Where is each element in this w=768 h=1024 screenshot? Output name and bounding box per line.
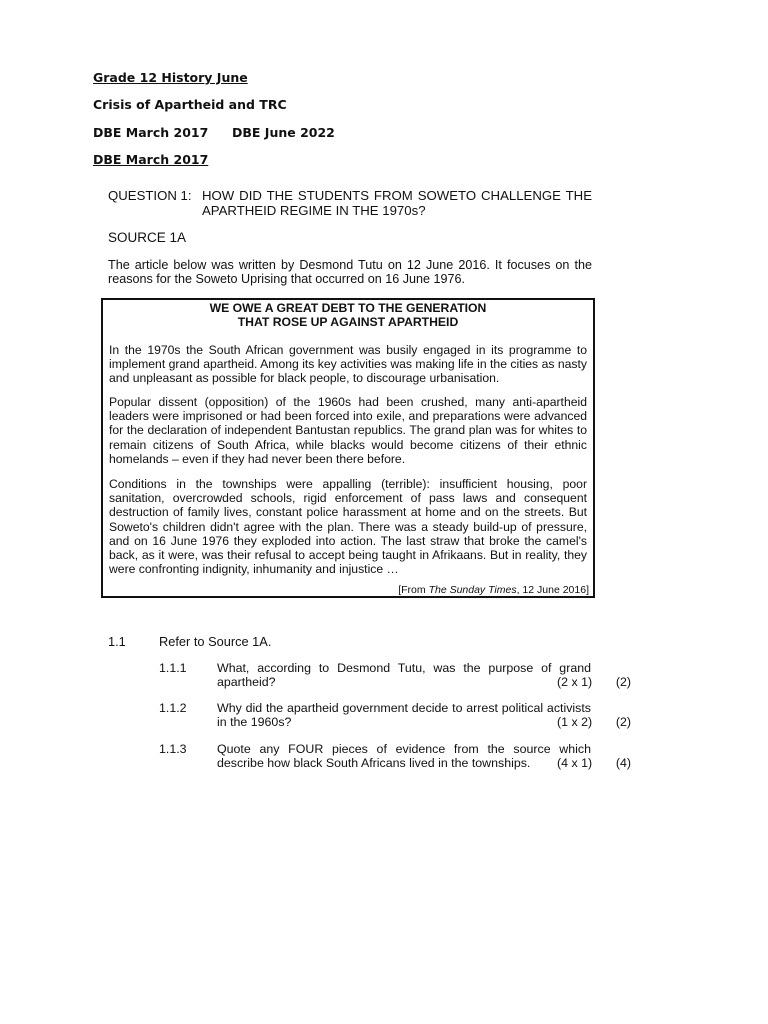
- mark-allocation: (4 x 1): [557, 756, 593, 770]
- paper-section-heading: DBE March 2017: [93, 152, 209, 167]
- source-box: [101, 298, 595, 598]
- source-paragraph-2: Popular dissent (opposition) of the 1960s had been crushed, many anti-apartheid leaders were imprisoned or had been forced into exile, and preparations were advanced for the declaration of independent Bantustan republics. The grand plan was for whites to remain citizens of South Africa, while blacks would become citizens of their ethnic homelands – even if they had never been there before.: [109, 395, 587, 466]
- source-paragraph-3: Conditions in the townships were appalling (terrible): insufficient housing, poor sanitation, overcrowded schools, rigid enforcement of pass laws and consequent destruction of family lives, constant police harassment at home and on the streets. But Soweto's children didn't agree with the plan. There was a steady build-up of pressure, and on 16 June 1976 they exploded into action. The last straw that broke the camel's back, as it were, was their refusal to accept being taught in Afrikaans. But in reality, they were confronting indignity, inhumanity and injustice …: [109, 477, 587, 577]
- subquestion-number: 1.1.3: [159, 742, 187, 756]
- source-label: SOURCE 1A: [108, 230, 187, 245]
- document-heading: Grade 12 History June: [93, 70, 248, 85]
- subquestion-text: Why did the apartheid government decide to arrest political activists in the 1960s?: [217, 701, 591, 729]
- subquestion-number: 1.1.2: [159, 701, 187, 715]
- marks: (2): [615, 675, 631, 689]
- paper-reference-left: DBE March 2017: [93, 125, 209, 140]
- subquestion-text: Quote any FOUR pieces of evidence from the source which describe how black South Africans lived in the townships.: [217, 742, 591, 770]
- source-paragraph-1: In the 1970s the South African government was busily engaged in its programme to implement grand apartheid. Among its key activities was making life in the cities as nasty and unpleasant as possible for black people, to discourage urbanisation.: [109, 343, 587, 386]
- subquestion-text: What, according to Desmond Tutu, was the purpose of grand apartheid?: [217, 661, 591, 689]
- marks: (2): [615, 715, 631, 729]
- mark-allocation: (2 x 1): [557, 675, 593, 689]
- subquestion-number: 1.1.1: [159, 661, 187, 675]
- source-box-title-line2: THAT ROSE UP AGAINST APARTHEID: [237, 315, 459, 329]
- citation-prefix: [From: [398, 584, 429, 596]
- paper-reference-right: DBE June 2022: [232, 125, 335, 140]
- topic-heading: Crisis of Apartheid and TRC: [93, 97, 287, 112]
- citation-title: The Sunday Times: [428, 584, 517, 596]
- question-title-line1: HOW DID THE STUDENTS FROM SOWETO CHALLENGE THE: [202, 188, 592, 203]
- question-number: QUESTION 1:: [108, 188, 192, 203]
- question-title-line2: APARTHEID REGIME IN THE 1970s?: [202, 203, 426, 218]
- section-number: 1.1: [108, 634, 126, 649]
- mark-allocation: (1 x 2): [557, 715, 593, 729]
- source-box-title-line1: WE OWE A GREAT DEBT TO THE GENERATION: [209, 301, 487, 315]
- source-intro: The article below was written by Desmond Tutu on 12 June 2016. It focuses on the reasons for the Soweto Uprising that occurred on 16 June 1976.: [108, 258, 592, 286]
- source-citation: [398, 584, 589, 596]
- section-instruction: Refer to Source 1A.: [159, 634, 272, 649]
- citation-suffix: , 12 June 2016]: [516, 584, 589, 596]
- marks: (4): [615, 756, 631, 770]
